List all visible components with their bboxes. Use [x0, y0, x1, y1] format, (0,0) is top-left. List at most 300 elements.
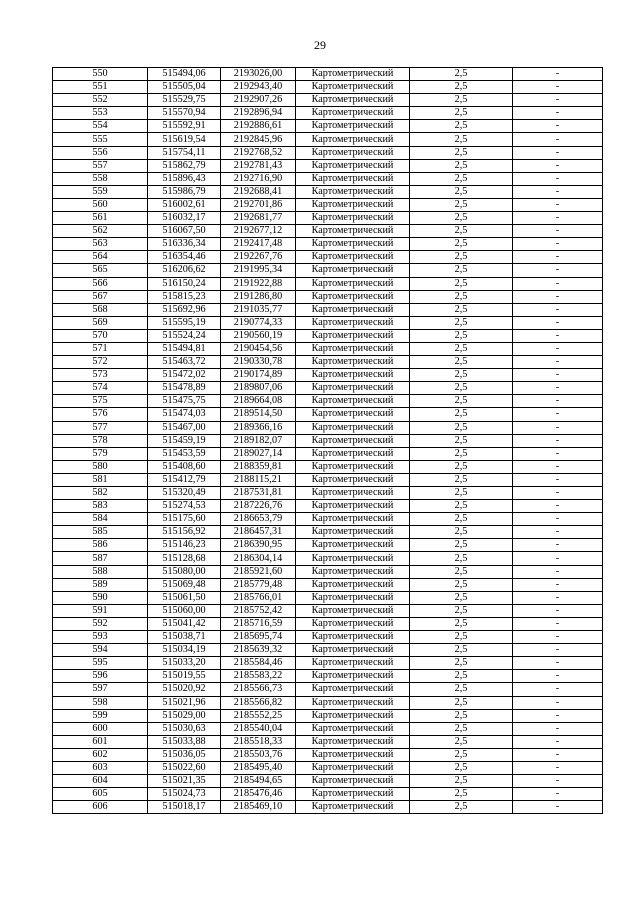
accuracy-cell: 2,5 [410, 421, 513, 434]
y-coordinate-cell: 2185639,32 [221, 644, 296, 657]
table-row [53, 709, 603, 722]
accuracy-cell: 2,5 [410, 316, 513, 329]
accuracy-cell: 2,5 [410, 133, 513, 146]
x-coordinate-cell: 515463,72 [148, 356, 221, 369]
x-coordinate-cell: 515020,92 [148, 683, 221, 696]
method-cell: Картометрический [296, 81, 410, 94]
accuracy-cell: 2,5 [410, 303, 513, 316]
table-row [53, 94, 603, 107]
method-cell: Картометрический [296, 487, 410, 500]
y-coordinate-cell: 2185716,59 [221, 617, 296, 630]
point-number-cell: 570 [53, 329, 148, 342]
accuracy-cell: 2,5 [410, 369, 513, 382]
accuracy-cell: 2,5 [410, 264, 513, 277]
note-cell: - [513, 146, 603, 159]
table-row [53, 473, 603, 486]
table-row [53, 748, 603, 761]
y-coordinate-cell: 2189027,14 [221, 447, 296, 460]
table-row [53, 342, 603, 355]
table-row [53, 277, 603, 290]
table-row [53, 565, 603, 578]
x-coordinate-cell: 515862,79 [148, 159, 221, 172]
table-row [53, 487, 603, 500]
point-number-cell: 569 [53, 316, 148, 329]
note-cell: - [513, 316, 603, 329]
table-row [53, 513, 603, 526]
x-coordinate-cell: 515524,24 [148, 329, 221, 342]
y-coordinate-cell: 2185566,82 [221, 696, 296, 709]
note-cell: - [513, 68, 603, 81]
x-coordinate-cell: 515080,00 [148, 565, 221, 578]
accuracy-cell: 2,5 [410, 408, 513, 421]
y-coordinate-cell: 2189514,50 [221, 408, 296, 421]
note-cell: - [513, 238, 603, 251]
table-row [53, 395, 603, 408]
method-cell: Картометрический [296, 631, 410, 644]
method-cell: Картометрический [296, 264, 410, 277]
table-row [53, 303, 603, 316]
point-number-cell: 590 [53, 591, 148, 604]
method-cell: Картометрический [296, 198, 410, 211]
accuracy-cell: 2,5 [410, 159, 513, 172]
y-coordinate-cell: 2185540,04 [221, 722, 296, 735]
point-number-cell: 593 [53, 631, 148, 644]
y-coordinate-cell: 2190774,33 [221, 316, 296, 329]
point-number-cell: 571 [53, 342, 148, 355]
method-cell: Картометрический [296, 146, 410, 159]
y-coordinate-cell: 2185566,73 [221, 683, 296, 696]
method-cell: Картометрический [296, 526, 410, 539]
method-cell: Картометрический [296, 460, 410, 473]
table-row [53, 631, 603, 644]
y-coordinate-cell: 2186390,95 [221, 539, 296, 552]
point-number-cell: 599 [53, 709, 148, 722]
method-cell: Картометрический [296, 617, 410, 630]
table-row [53, 617, 603, 630]
point-number-cell: 556 [53, 146, 148, 159]
method-cell: Картометрический [296, 434, 410, 447]
table-row [53, 578, 603, 591]
note-cell: - [513, 251, 603, 264]
method-cell: Картометрический [296, 565, 410, 578]
point-number-cell: 577 [53, 421, 148, 434]
accuracy-cell: 2,5 [410, 591, 513, 604]
method-cell: Картометрический [296, 185, 410, 198]
accuracy-cell: 2,5 [410, 356, 513, 369]
y-coordinate-cell: 2185766,01 [221, 591, 296, 604]
method-cell: Картометрический [296, 421, 410, 434]
note-cell: - [513, 617, 603, 630]
note-cell: - [513, 94, 603, 107]
x-coordinate-cell: 516206,62 [148, 264, 221, 277]
note-cell: - [513, 408, 603, 421]
x-coordinate-cell: 515021,96 [148, 696, 221, 709]
point-number-cell: 566 [53, 277, 148, 290]
point-number-cell: 573 [53, 369, 148, 382]
table-row [53, 696, 603, 709]
accuracy-cell: 2,5 [410, 500, 513, 513]
y-coordinate-cell: 2192701,86 [221, 198, 296, 211]
note-cell: - [513, 487, 603, 500]
accuracy-cell: 2,5 [410, 748, 513, 761]
point-number-cell: 559 [53, 185, 148, 198]
accuracy-cell: 2,5 [410, 395, 513, 408]
y-coordinate-cell: 2185695,74 [221, 631, 296, 644]
y-coordinate-cell: 2185584,46 [221, 657, 296, 670]
x-coordinate-cell: 516002,61 [148, 198, 221, 211]
method-cell: Картометрический [296, 68, 410, 81]
note-cell: - [513, 460, 603, 473]
x-coordinate-cell: 515060,00 [148, 604, 221, 617]
y-coordinate-cell: 2189366,16 [221, 421, 296, 434]
x-coordinate-cell: 515019,55 [148, 670, 221, 683]
y-coordinate-cell: 2192417,48 [221, 238, 296, 251]
x-coordinate-cell: 515024,73 [148, 788, 221, 801]
accuracy-cell: 2,5 [410, 434, 513, 447]
method-cell: Картометрический [296, 670, 410, 683]
method-cell: Картометрический [296, 683, 410, 696]
y-coordinate-cell: 2186653,79 [221, 513, 296, 526]
table-row [53, 81, 603, 94]
y-coordinate-cell: 2186304,14 [221, 552, 296, 565]
x-coordinate-cell: 515570,94 [148, 107, 221, 120]
method-cell: Картометрический [296, 107, 410, 120]
method-cell: Картометрический [296, 369, 410, 382]
point-number-cell: 598 [53, 696, 148, 709]
method-cell: Картометрический [296, 290, 410, 303]
x-coordinate-cell: 515896,43 [148, 172, 221, 185]
table-row [53, 735, 603, 748]
method-cell: Картометрический [296, 342, 410, 355]
table-row [53, 120, 603, 133]
accuracy-cell: 2,5 [410, 722, 513, 735]
x-coordinate-cell: 515146,23 [148, 539, 221, 552]
point-number-cell: 574 [53, 382, 148, 395]
point-number-cell: 602 [53, 748, 148, 761]
y-coordinate-cell: 2191286,80 [221, 290, 296, 303]
y-coordinate-cell: 2192943,40 [221, 81, 296, 94]
y-coordinate-cell: 2185469,10 [221, 801, 296, 814]
accuracy-cell: 2,5 [410, 539, 513, 552]
x-coordinate-cell: 515061,50 [148, 591, 221, 604]
note-cell: - [513, 552, 603, 565]
method-cell: Картометрический [296, 447, 410, 460]
x-coordinate-cell: 515595,19 [148, 316, 221, 329]
note-cell: - [513, 657, 603, 670]
method-cell: Картометрический [296, 329, 410, 342]
table-row [53, 146, 603, 159]
y-coordinate-cell: 2192681,77 [221, 212, 296, 225]
accuracy-cell: 2,5 [410, 68, 513, 81]
point-number-cell: 605 [53, 788, 148, 801]
point-number-cell: 555 [53, 133, 148, 146]
x-coordinate-cell: 515033,20 [148, 657, 221, 670]
table-row [53, 788, 603, 801]
accuracy-cell: 2,5 [410, 578, 513, 591]
note-cell: - [513, 303, 603, 316]
point-number-cell: 554 [53, 120, 148, 133]
table-row [53, 683, 603, 696]
y-coordinate-cell: 2188115,21 [221, 473, 296, 486]
y-coordinate-cell: 2192896,94 [221, 107, 296, 120]
point-number-cell: 550 [53, 68, 148, 81]
note-cell: - [513, 644, 603, 657]
table-row [53, 421, 603, 434]
x-coordinate-cell: 515494,81 [148, 342, 221, 355]
table-row [53, 526, 603, 539]
table-row [53, 251, 603, 264]
point-number-cell: 592 [53, 617, 148, 630]
table-row [53, 447, 603, 460]
note-cell: - [513, 133, 603, 146]
note-cell: - [513, 107, 603, 120]
point-number-cell: 564 [53, 251, 148, 264]
accuracy-cell: 2,5 [410, 146, 513, 159]
table-row [53, 198, 603, 211]
note-cell: - [513, 434, 603, 447]
method-cell: Картометрический [296, 395, 410, 408]
point-number-cell: 591 [53, 604, 148, 617]
method-cell: Картометрический [296, 657, 410, 670]
x-coordinate-cell: 515175,60 [148, 513, 221, 526]
table-row [53, 539, 603, 552]
table-row [53, 369, 603, 382]
point-number-cell: 603 [53, 761, 148, 774]
point-number-cell: 584 [53, 513, 148, 526]
x-coordinate-cell: 515472,02 [148, 369, 221, 382]
x-coordinate-cell: 515754,11 [148, 146, 221, 159]
accuracy-cell: 2,5 [410, 342, 513, 355]
accuracy-cell: 2,5 [410, 198, 513, 211]
y-coordinate-cell: 2189664,08 [221, 395, 296, 408]
accuracy-cell: 2,5 [410, 172, 513, 185]
y-coordinate-cell: 2185752,42 [221, 604, 296, 617]
x-coordinate-cell: 515029,00 [148, 709, 221, 722]
note-cell: - [513, 591, 603, 604]
y-coordinate-cell: 2189182,07 [221, 434, 296, 447]
accuracy-cell: 2,5 [410, 107, 513, 120]
table-row [53, 460, 603, 473]
point-number-cell: 562 [53, 225, 148, 238]
method-cell: Картометрический [296, 761, 410, 774]
method-cell: Картометрический [296, 277, 410, 290]
method-cell: Картометрический [296, 552, 410, 565]
table-row [53, 670, 603, 683]
table-row [53, 604, 603, 617]
accuracy-cell: 2,5 [410, 526, 513, 539]
note-cell: - [513, 513, 603, 526]
y-coordinate-cell: 2190330,78 [221, 356, 296, 369]
method-cell: Картометрический [296, 775, 410, 788]
note-cell: - [513, 735, 603, 748]
accuracy-cell: 2,5 [410, 670, 513, 683]
x-coordinate-cell: 515408,60 [148, 460, 221, 473]
accuracy-cell: 2,5 [410, 644, 513, 657]
x-coordinate-cell: 515459,19 [148, 434, 221, 447]
y-coordinate-cell: 2185518,33 [221, 735, 296, 748]
note-cell: - [513, 120, 603, 133]
note-cell: - [513, 761, 603, 774]
table-row [53, 801, 603, 814]
x-coordinate-cell: 515038,71 [148, 631, 221, 644]
y-coordinate-cell: 2191995,34 [221, 264, 296, 277]
x-coordinate-cell: 515041,42 [148, 617, 221, 630]
x-coordinate-cell: 515467,00 [148, 421, 221, 434]
note-cell: - [513, 722, 603, 735]
point-number-cell: 576 [53, 408, 148, 421]
accuracy-cell: 2,5 [410, 709, 513, 722]
x-coordinate-cell: 515021,35 [148, 775, 221, 788]
table-row [53, 722, 603, 735]
point-number-cell: 582 [53, 487, 148, 500]
accuracy-cell: 2,5 [410, 631, 513, 644]
y-coordinate-cell: 2185552,25 [221, 709, 296, 722]
y-coordinate-cell: 2185494,65 [221, 775, 296, 788]
point-number-cell: 553 [53, 107, 148, 120]
table-row [53, 500, 603, 513]
y-coordinate-cell: 2186457,31 [221, 526, 296, 539]
accuracy-cell: 2,5 [410, 761, 513, 774]
x-coordinate-cell: 516067,50 [148, 225, 221, 238]
page-number: 29 [314, 38, 326, 52]
y-coordinate-cell: 2189807,06 [221, 382, 296, 395]
y-coordinate-cell: 2190174,89 [221, 369, 296, 382]
note-cell: - [513, 277, 603, 290]
note-cell: - [513, 748, 603, 761]
point-number-cell: 586 [53, 539, 148, 552]
note-cell: - [513, 369, 603, 382]
note-cell: - [513, 604, 603, 617]
note-cell: - [513, 670, 603, 683]
x-coordinate-cell: 515274,53 [148, 500, 221, 513]
note-cell: - [513, 81, 603, 94]
point-number-cell: 596 [53, 670, 148, 683]
method-cell: Картометрический [296, 382, 410, 395]
table-row [53, 290, 603, 303]
y-coordinate-cell: 2185495,40 [221, 761, 296, 774]
table-row [53, 133, 603, 146]
note-cell: - [513, 539, 603, 552]
point-number-cell: 565 [53, 264, 148, 277]
point-number-cell: 583 [53, 500, 148, 513]
point-number-cell: 585 [53, 526, 148, 539]
x-coordinate-cell: 515619,54 [148, 133, 221, 146]
accuracy-cell: 2,5 [410, 81, 513, 94]
accuracy-cell: 2,5 [410, 251, 513, 264]
method-cell: Картометрический [296, 709, 410, 722]
table-row [53, 159, 603, 172]
note-cell: - [513, 696, 603, 709]
accuracy-cell: 2,5 [410, 696, 513, 709]
x-coordinate-cell: 515320,49 [148, 487, 221, 500]
accuracy-cell: 2,5 [410, 382, 513, 395]
table-row [53, 316, 603, 329]
method-cell: Картометрический [296, 212, 410, 225]
method-cell: Картометрический [296, 238, 410, 251]
note-cell: - [513, 801, 603, 814]
y-coordinate-cell: 2192886,61 [221, 120, 296, 133]
table-row [53, 644, 603, 657]
x-coordinate-cell: 515128,68 [148, 552, 221, 565]
point-number-cell: 560 [53, 198, 148, 211]
method-cell: Картометрический [296, 408, 410, 421]
point-number-cell: 601 [53, 735, 148, 748]
point-number-cell: 551 [53, 81, 148, 94]
note-cell: - [513, 447, 603, 460]
point-number-cell: 597 [53, 683, 148, 696]
y-coordinate-cell: 2185779,48 [221, 578, 296, 591]
point-number-cell: 581 [53, 473, 148, 486]
accuracy-cell: 2,5 [410, 447, 513, 460]
y-coordinate-cell: 2185503,76 [221, 748, 296, 761]
method-cell: Картометрический [296, 133, 410, 146]
point-number-cell: 552 [53, 94, 148, 107]
accuracy-cell: 2,5 [410, 290, 513, 303]
accuracy-cell: 2,5 [410, 565, 513, 578]
table-row [53, 552, 603, 565]
point-number-cell: 563 [53, 238, 148, 251]
x-coordinate-cell: 515692,96 [148, 303, 221, 316]
y-coordinate-cell: 2192688,41 [221, 185, 296, 198]
accuracy-cell: 2,5 [410, 775, 513, 788]
note-cell: - [513, 578, 603, 591]
point-number-cell: 561 [53, 212, 148, 225]
point-number-cell: 589 [53, 578, 148, 591]
method-cell: Картометрический [296, 644, 410, 657]
accuracy-cell: 2,5 [410, 735, 513, 748]
method-cell: Картометрический [296, 159, 410, 172]
x-coordinate-cell: 515815,23 [148, 290, 221, 303]
x-coordinate-cell: 515494,06 [148, 68, 221, 81]
point-number-cell: 595 [53, 657, 148, 670]
method-cell: Картометрический [296, 788, 410, 801]
method-cell: Картометрический [296, 251, 410, 264]
x-coordinate-cell: 515505,04 [148, 81, 221, 94]
coordinates-table [52, 67, 603, 814]
table-row [53, 68, 603, 81]
method-cell: Картометрический [296, 120, 410, 133]
method-cell: Картометрический [296, 696, 410, 709]
note-cell: - [513, 342, 603, 355]
table-row [53, 775, 603, 788]
accuracy-cell: 2,5 [410, 120, 513, 133]
y-coordinate-cell: 2192267,76 [221, 251, 296, 264]
y-coordinate-cell: 2192768,52 [221, 146, 296, 159]
table-row [53, 185, 603, 198]
point-number-cell: 600 [53, 722, 148, 735]
note-cell: - [513, 212, 603, 225]
note-cell: - [513, 172, 603, 185]
point-number-cell: 558 [53, 172, 148, 185]
note-cell: - [513, 264, 603, 277]
method-cell: Картометрический [296, 539, 410, 552]
method-cell: Картометрический [296, 513, 410, 526]
point-number-cell: 572 [53, 356, 148, 369]
y-coordinate-cell: 2192907,26 [221, 94, 296, 107]
accuracy-cell: 2,5 [410, 487, 513, 500]
y-coordinate-cell: 2193026,00 [221, 68, 296, 81]
table-row [53, 107, 603, 120]
y-coordinate-cell: 2187226,76 [221, 500, 296, 513]
accuracy-cell: 2,5 [410, 473, 513, 486]
note-cell: - [513, 329, 603, 342]
point-number-cell: 568 [53, 303, 148, 316]
x-coordinate-cell: 515156,92 [148, 526, 221, 539]
y-coordinate-cell: 2190560,19 [221, 329, 296, 342]
point-number-cell: 604 [53, 775, 148, 788]
accuracy-cell: 2,5 [410, 185, 513, 198]
x-coordinate-cell: 516150,24 [148, 277, 221, 290]
